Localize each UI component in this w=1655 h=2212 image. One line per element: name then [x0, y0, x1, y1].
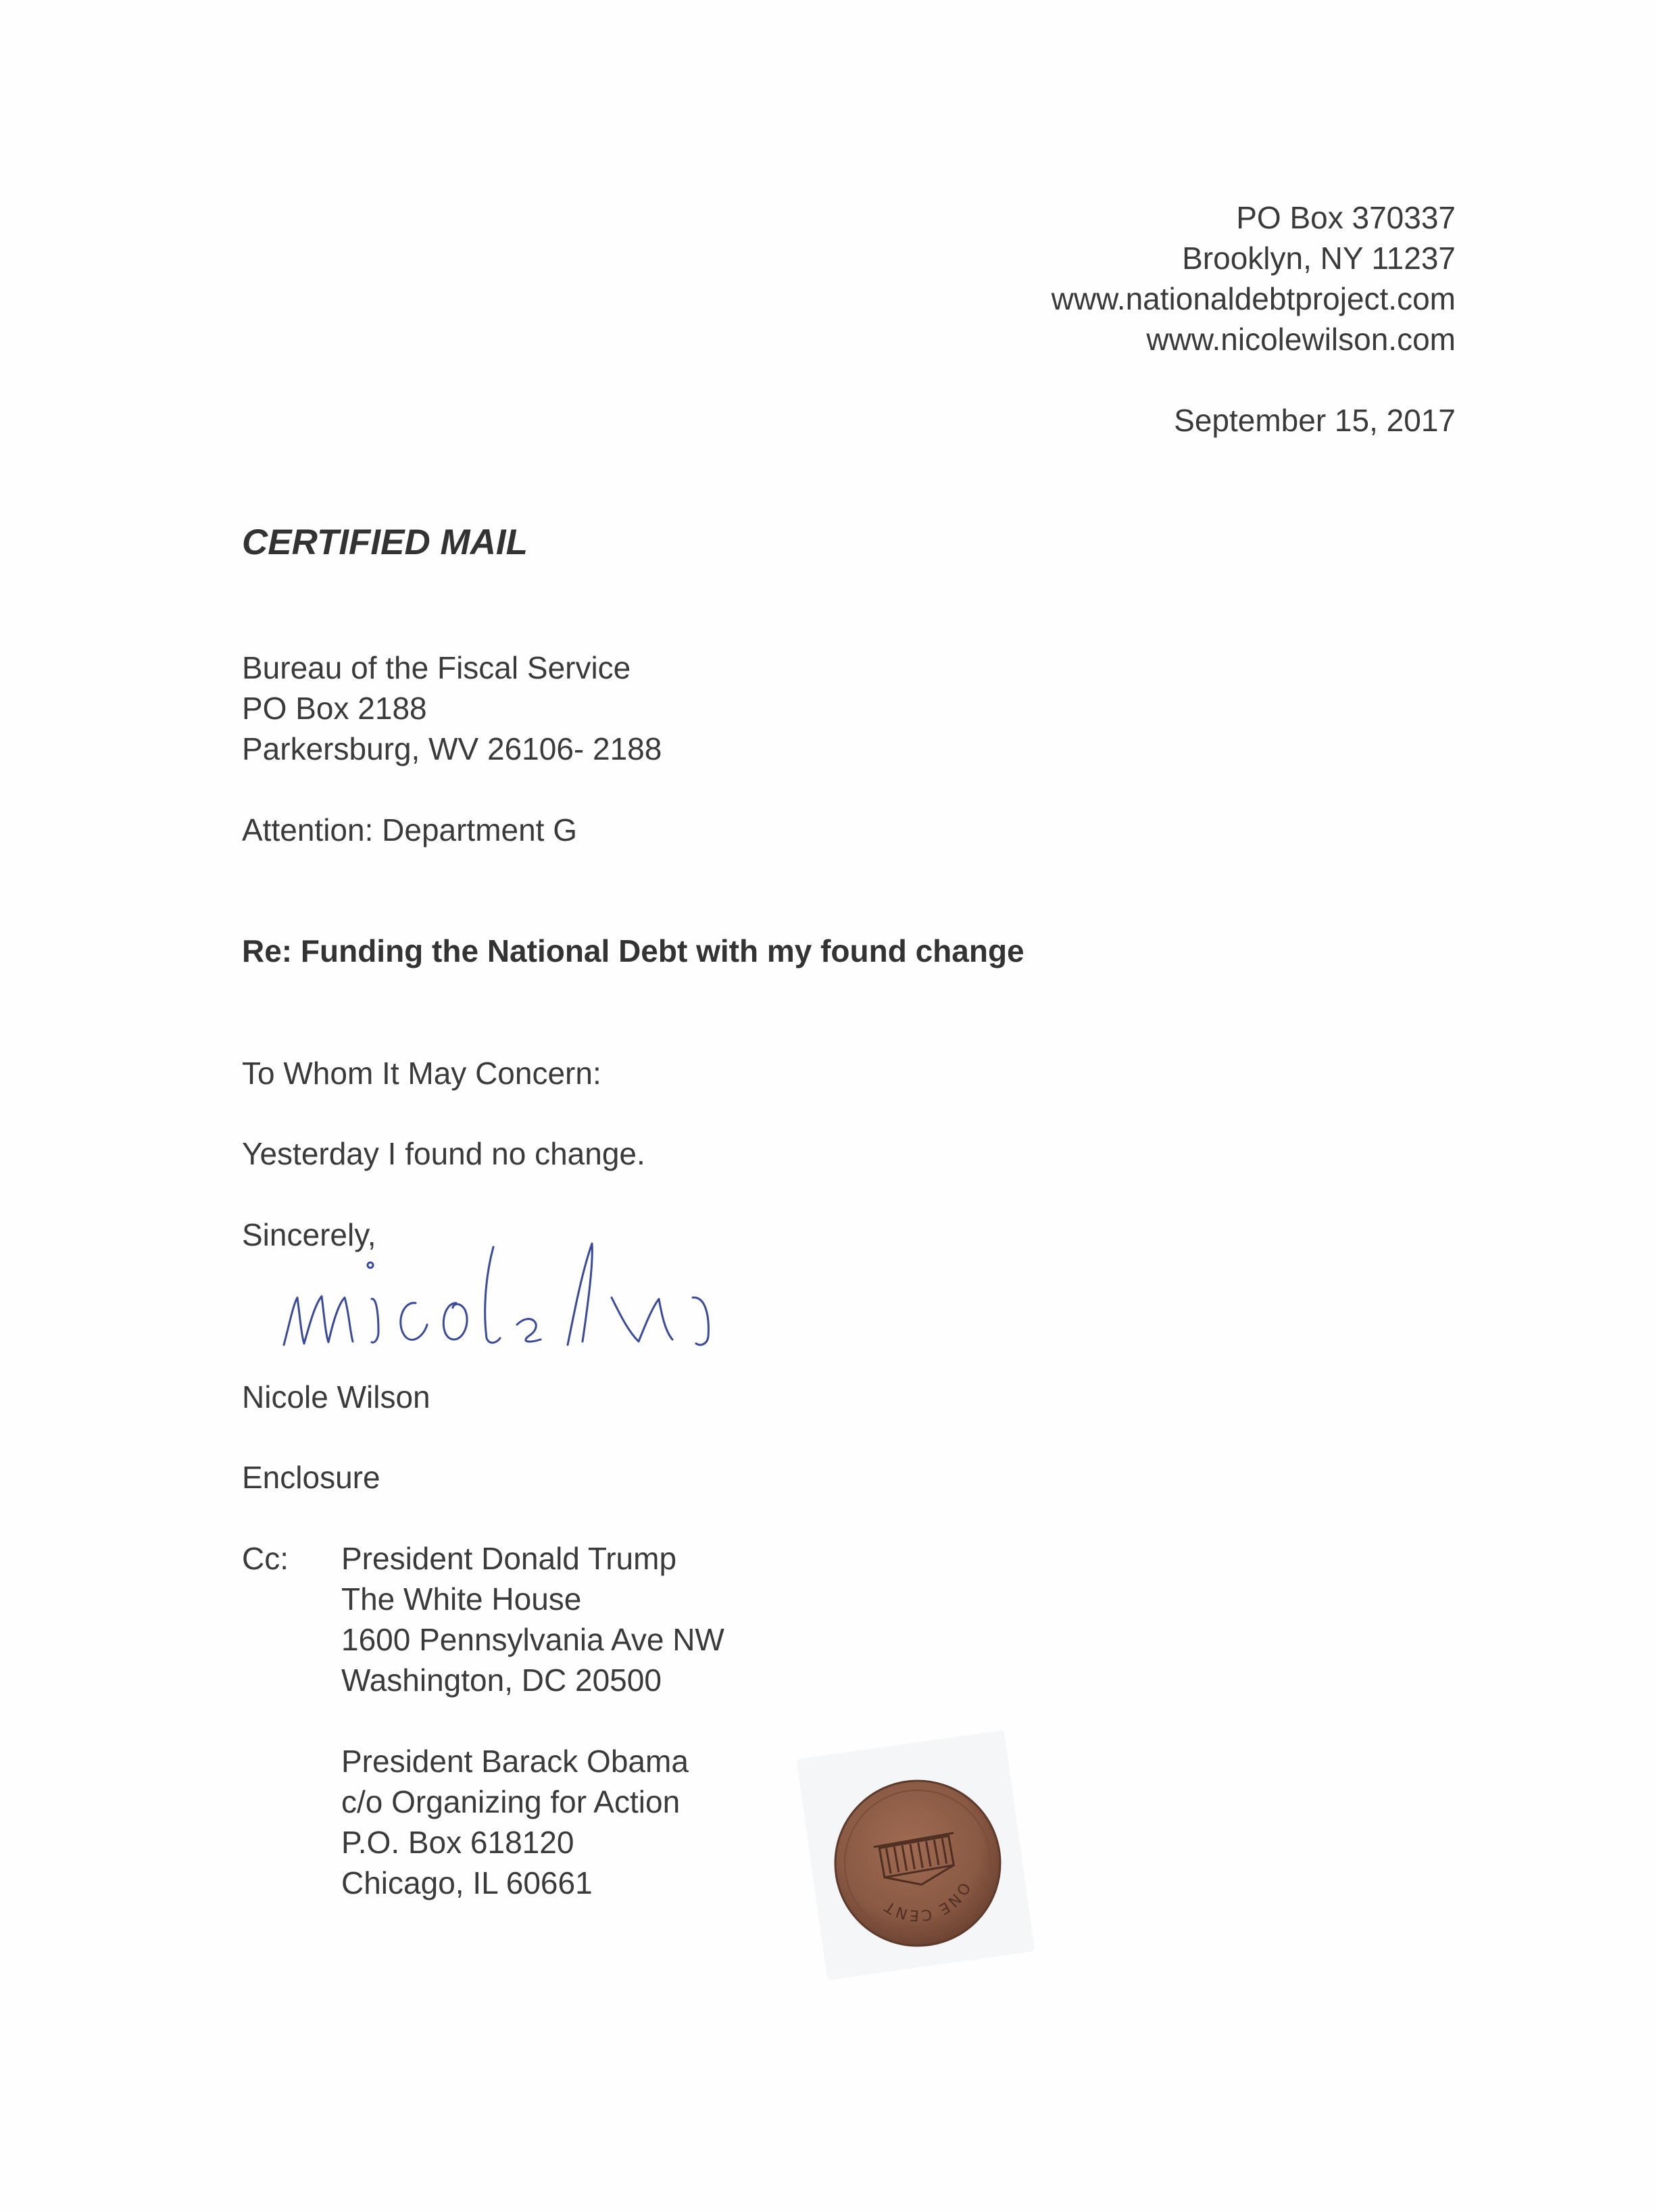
- sender-po-box: PO Box 370337: [1236, 200, 1456, 235]
- closing: Sincerely,: [242, 1217, 376, 1252]
- cc-recipient-name: President Barack Obama: [341, 1744, 689, 1779]
- letter-date: September 15, 2017: [1174, 403, 1456, 438]
- penny-coin-image: [830, 1775, 1006, 1951]
- handwritten-signature: [270, 1223, 737, 1352]
- recipient-city-state-zip: Parkersburg, WV 26106- 2188: [242, 731, 662, 766]
- cc-recipient-address-line: The White House: [341, 1581, 582, 1617]
- cc-recipient-address-line: c/o Organizing for Action: [341, 1784, 681, 1819]
- sender-city-state-zip: Brooklyn, NY 11237: [1182, 241, 1456, 276]
- cc-recipient: [341, 1538, 724, 1700]
- cc-recipient-address-line: Washington, DC 20500: [341, 1663, 662, 1698]
- recipient-po-box: PO Box 2188: [242, 691, 427, 726]
- certified-mail-heading: CERTIFIED MAIL: [242, 522, 528, 562]
- attention-line: Attention: Department G: [242, 812, 578, 847]
- cc-recipient-name: President Donald Trump: [341, 1541, 677, 1576]
- svg-text:ONE CENT: ONE CENT: [881, 1879, 973, 1924]
- sender-website-national-debt: www.nationaldebtproject.com: [1051, 281, 1456, 316]
- salutation: To Whom It May Concern:: [242, 1056, 601, 1091]
- sender-website-personal: www.nicolewilson.com: [1146, 322, 1456, 357]
- signer-name: Nicole Wilson: [242, 1379, 430, 1415]
- cc-label: Cc:: [242, 1541, 289, 1576]
- subject-line: Re: Funding the National Debt with my found change: [242, 933, 1024, 968]
- cc-recipient: [341, 1741, 689, 1903]
- cc-recipient-address-line: P.O. Box 618120: [341, 1825, 574, 1860]
- cc-recipient-address-line: Chicago, IL 60661: [341, 1865, 593, 1900]
- sender-address-block: [1052, 197, 1456, 360]
- letter-body: Yesterday I found no change.: [242, 1136, 645, 1171]
- recipient-name: Bureau of the Fiscal Service: [242, 650, 631, 685]
- enclosure-note: Enclosure: [242, 1460, 380, 1495]
- cc-recipient-address-line: 1600 Pennsylvania Ave NW: [341, 1622, 724, 1657]
- recipient-address-block: [242, 647, 662, 769]
